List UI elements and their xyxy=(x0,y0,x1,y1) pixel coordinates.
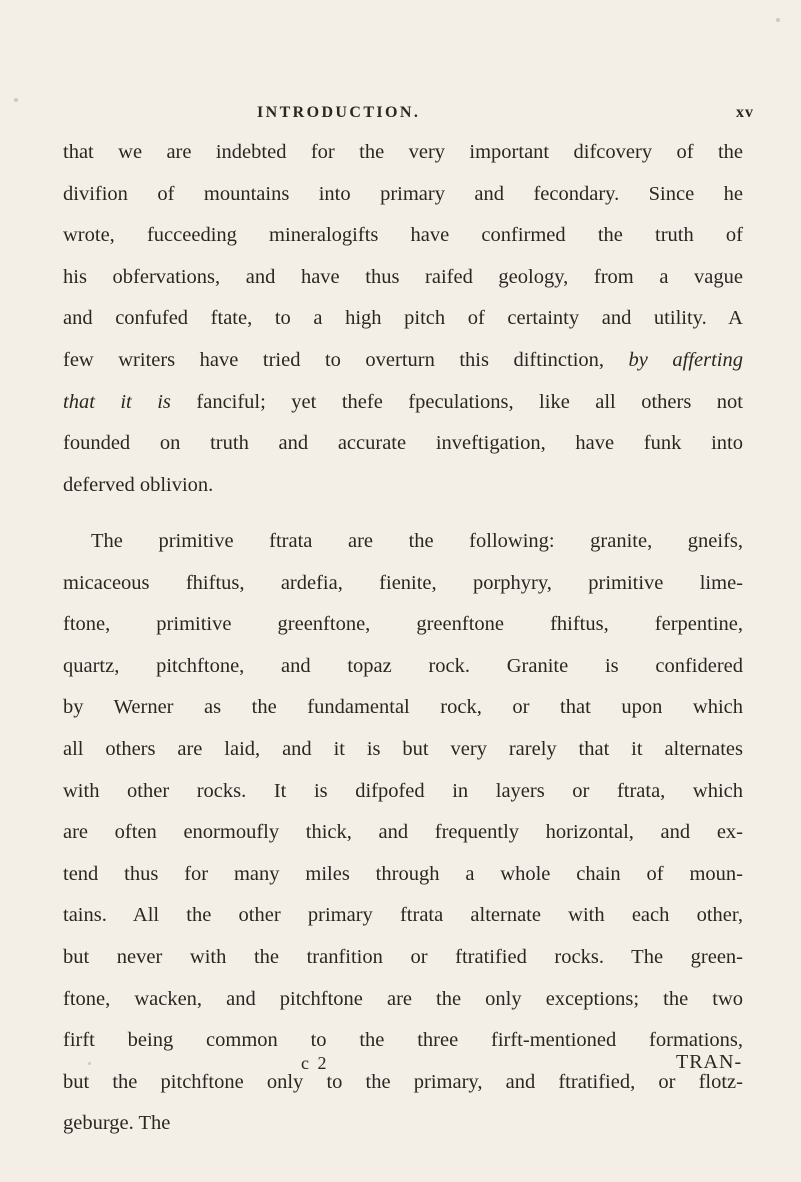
text-line: by Werner as the fundamental rock, or that upon which xyxy=(63,696,743,719)
running-title: INTRODUCTION. xyxy=(257,104,421,121)
text-line: all others are laid, and it is but very rarely that it alternates xyxy=(63,737,743,760)
paper-speck xyxy=(88,1062,91,1065)
text-line: with other rocks. It is difpofed in layers or ftrata, which xyxy=(63,779,743,802)
text-segment: few writers have tried to overturn this diftinction, xyxy=(63,348,605,371)
text-line: are often enormoufly thick, and frequently horizontal, and ex- xyxy=(63,821,743,844)
text-line: founded on truth and accurate inveftigation, have funk into xyxy=(63,432,743,455)
italic-text: by afferting xyxy=(628,348,743,371)
text-line: wrote, fucceeding mineralogifts have confirmed the truth of xyxy=(63,224,743,247)
text-line-with-italic xyxy=(63,382,743,424)
text-line: divifion of mountains into primary and fecondary. Since he xyxy=(63,182,743,205)
text-line: deferved oblivion. xyxy=(63,473,214,496)
text-line: micaceous fhiftus, ardefia, fienite, porphyry, primitive lime- xyxy=(63,571,743,594)
signature-mark: c 2 xyxy=(301,1053,329,1073)
text-segment: fanciful; yet thefe fpeculations, like all others not xyxy=(196,390,743,413)
paragraph-2 xyxy=(63,521,743,1145)
text-line: ftone, wacken, and pitchftone are the only exceptions; the two xyxy=(63,987,743,1010)
text-line: tains. All the other primary ftrata alternate with each other, xyxy=(63,904,743,927)
paper-speck xyxy=(14,98,18,102)
text-line: firft being common to the three firft-mentioned formations, xyxy=(63,1029,743,1052)
paper-speck xyxy=(776,18,780,22)
catchword: TRAN- xyxy=(676,1051,743,1073)
text-line-with-italic xyxy=(63,340,743,382)
text-line: ftone, primitive greenftone, greenftone fhiftus, ferpentine, xyxy=(63,613,743,636)
page-number: xv xyxy=(736,104,754,121)
text-line: tend thus for many miles through a whole chain of moun- xyxy=(63,862,743,885)
text-line: geburge. The xyxy=(63,1112,171,1135)
text-line: and confufed ftate, to a high pitch of certainty and utility. A xyxy=(63,307,743,330)
text-line: quartz, pitchftone, and topaz rock. Granite is confidered xyxy=(63,654,743,677)
text-line: but the pitchftone only to the primary, and ftratified, or flotz- xyxy=(63,1070,743,1093)
text-line: that we are indebted for the very important difcovery of the xyxy=(63,141,743,163)
text-line: The primitive ftrata are the following: granite, gneifs, xyxy=(91,530,743,552)
italic-text: that it is xyxy=(63,390,171,413)
paragraph-1 xyxy=(63,132,743,506)
text-line: but never with the tranfition or ftratified rocks. The green- xyxy=(63,945,743,968)
text-line: his obfervations, and have thus raifed geology, from a vague xyxy=(63,265,743,288)
